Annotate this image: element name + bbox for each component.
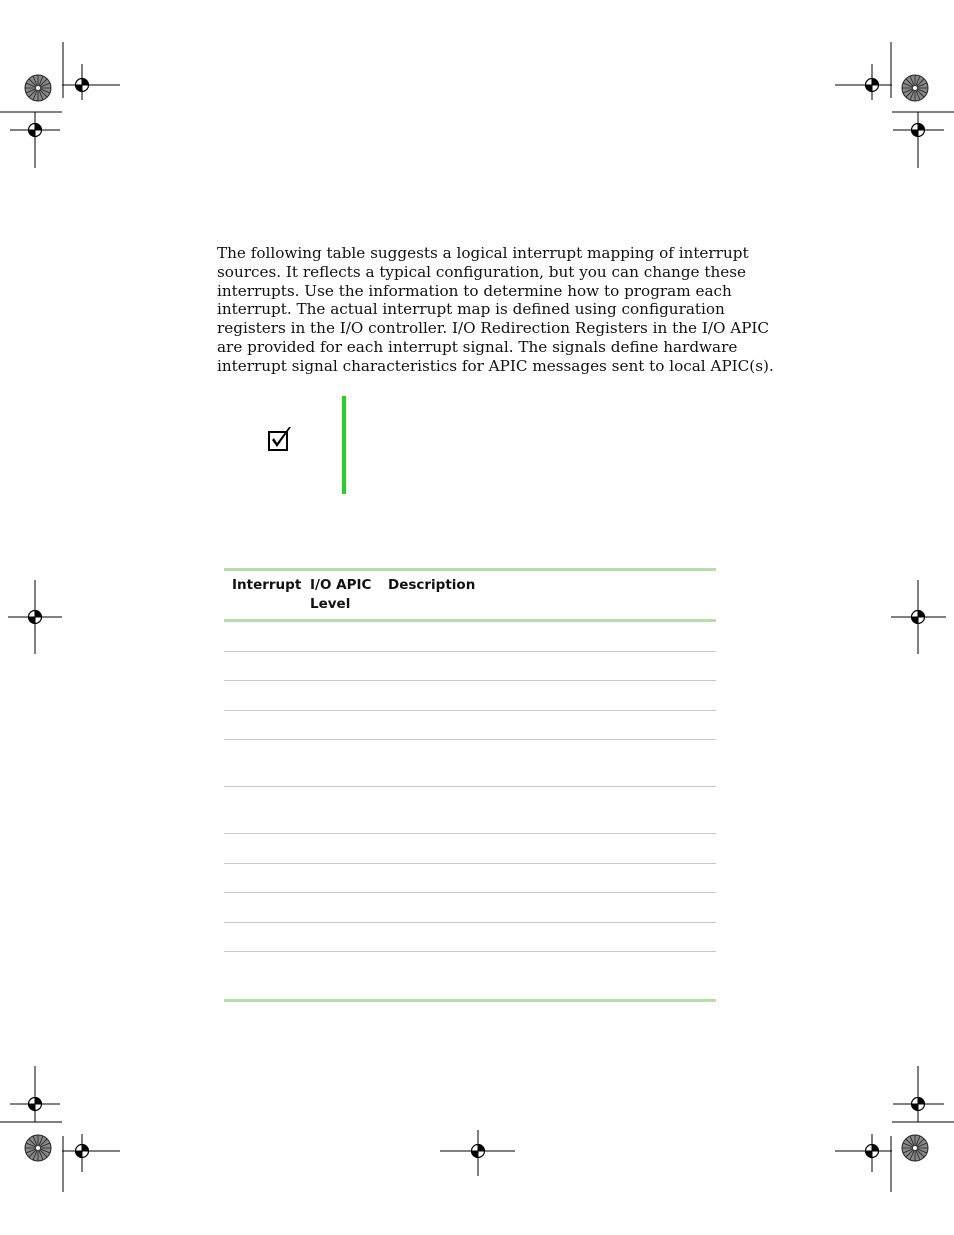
table-row [224, 864, 716, 894]
table-row [224, 622, 716, 652]
header-interrupt: Interrupt [232, 577, 302, 593]
table-row [224, 711, 716, 741]
table-row [224, 787, 716, 834]
checkmark-icon [268, 426, 294, 452]
header-io-apic-level: I/O APIC Level [310, 577, 372, 612]
interrupt-table [224, 568, 716, 1002]
table-row [224, 652, 716, 682]
header-description: Description [388, 577, 476, 593]
table-row [224, 893, 716, 923]
table-row [224, 923, 716, 953]
table-row [224, 834, 716, 864]
table-row [224, 952, 716, 999]
table-header [224, 571, 716, 622]
body-paragraph: The following table suggests a logical interrupt mapping of interrupt sources. It reflects a typical configuration, but you can change these interrupts. Use the information to determine how to program each interrupt. The actual interrupt map is defined using configuration registers in the I/O controller. I/O Redirection Registers in the I/O APIC are provided for each interrupt signal. The signals define hardware interrupt signal characteristics for APIC messages sent to local APIC(s). [217, 244, 774, 375]
table-row [224, 740, 716, 787]
table-row [224, 681, 716, 711]
note-bar [342, 396, 346, 494]
